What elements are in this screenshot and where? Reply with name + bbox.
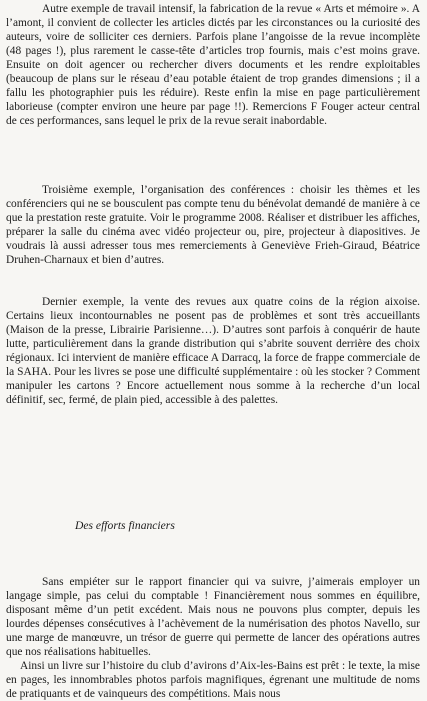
paragraph-livre-avirons: Ainsi un livre sur l’histoire du club d’avirons d’Aix-les-Bains est prêt : le texte, la mise en pages, les innombrables photos parfois magnifiques, égrenant une multitude de noms de pratiquants et de vainqueurs des compétitions. Mais nous [6,660,420,700]
paragraph-vente-revues: Dernier exemple, la vente des revues aux quatre coins de la région aixoise. Certains lieux incontournables ne posent pas de problèmes et sont très accueillants (Maison de la presse, Librairie Parisienne…). D’autres sont parfois à conquérir de haute lutte, particulièrement dans la grande distribution qui s’abrite souvent derrière des choix régionaux. Ici intervient de manière efficace A Darracq, la force de frappe commerciale de la SAHA. Pour les livres se pose une difficulté supplémentaire : où les stocker ? Comment manipuler les cartons ? Encore actuellement nous somme à la recherche d’un local définitif, sec, fermé, de plain pied, accessible à des palettes. [6,296,420,406]
paragraph-rapport-financier: Sans empiéter sur le rapport financier qui va suivre, j’aimerais employer un langage simple, pas celui du comptable ! Financièrement nous sommes en équilibre, disposant même d’un petit excédent. Mais nous ne pouvons plus compter, depuis les lourdes dépenses consécutives à l’achèvement de la numérisation des photos Navello, sur une marge de manœuvre, un trésor de guerre qui permette de lancer des opérations autres que nos réalisations habituelles. [6,576,420,658]
section-heading-efforts-financiers: Des efforts financiers [75,519,175,532]
paragraph-conferences: Troisième exemple, l’organisation des conférences : choisir les thèmes et les conférenciers qui ne se bousculent pas compte tenu du bénévolat demandé de manière à ce que la prestation reste gratuite. Voir le programme 2008. Réaliser et distribuer les affiches, préparer la salle du cinéma avec vidéo projecteur ou, pire, projecteur à diapositives. Je voudrais là aussi adresser tous mes remerciements à Geneviève Frieh-Giraud, Béatrice Druhen-Charnaux et bien d’autres. [6,184,420,266]
paragraph-arts-et-memoire: Autre exemple de travail intensif, la fabrication de la revue « Arts et mémoire ». A l’amont, il convient de collecter les articles dictés par les circonstances ou la curiosité des auteurs, voire de solliciter ces derniers. Parfois plane l’angoisse de la revue incomplète (48 pages !), plus rarement le casse-tête d’articles trop fournis, mais c’est moins grave. Ensuite on doit agencer ou rechercher divers documents et les rendre exploitables (beaucoup de plans sur le réseau d’eau potable étaient de trop grandes dimensions ; il a fallu les photographier puis les réduire). Reste enfin la mise en page particulièrement laborieuse (compter environ une heure par page !!). Remercions F Fouger acteur central de ces performances, sans lequel le prix de la revue serait inabordable. [6,3,420,127]
